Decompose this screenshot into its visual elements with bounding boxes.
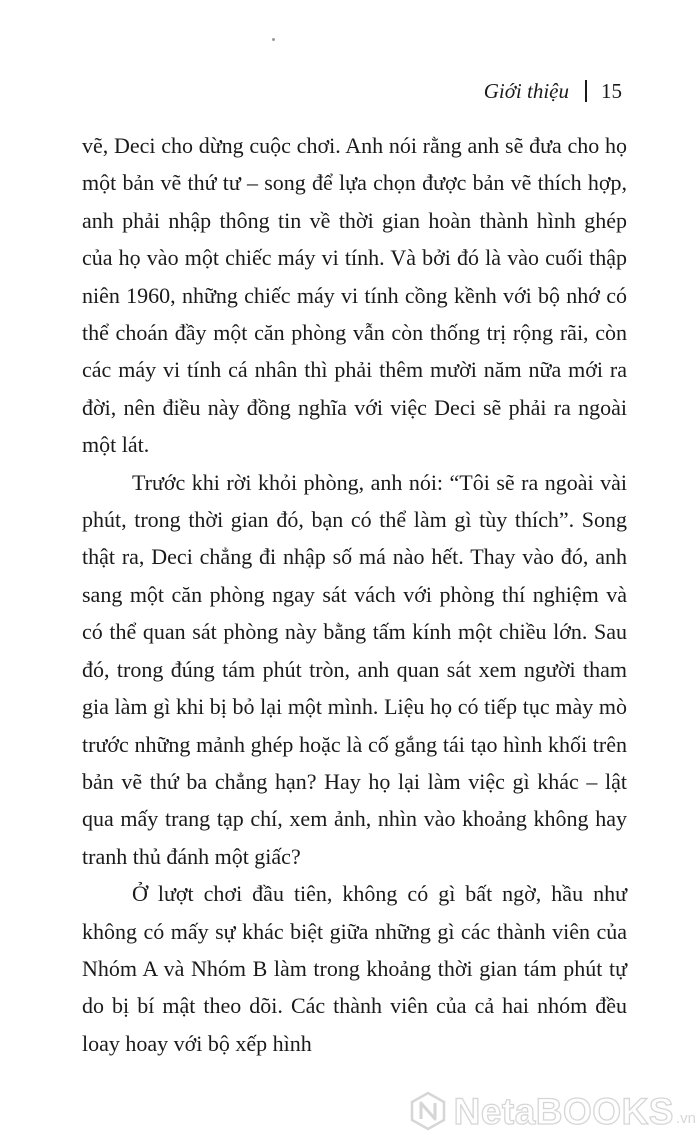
- watermark-brand: NetaBOOKS: [453, 1090, 674, 1132]
- print-speck: [272, 38, 275, 41]
- paragraph-continued: vẽ, Deci cho dừng cuộc chơi. Anh nói rằng anh sẽ đưa cho họ một bản vẽ thứ tư – song để lựa chọn được bản vẽ thích hợp, anh phải nhập thông tin về thời gian hoàn thành hình ghép của họ vào một chiếc máy vi tính. Và bởi đó là vào cuối thập niên 1960, những chiếc máy vi tính cồng kềnh với bộ nhớ có thể choán đầy một căn phòng vẫn còn thống trị rộng rãi, còn các máy vi tính cá nhân thì phải thêm mười năm nữa mới ra đời, nên điều này đồng nghĩa với việc Deci sẽ phải ra ngoài một lát.: [82, 133, 627, 458]
- running-header: [484, 76, 622, 106]
- page-number: 15: [601, 78, 622, 103]
- chapter-title: Giới thiệu: [483, 78, 569, 103]
- watermark-suffix: .vn: [675, 1110, 696, 1127]
- paragraph: Trước khi rời khỏi phòng, anh nói: “Tôi sẽ ra ngoài vài phút, trong thời gian đó, bạn có thể làm gì tùy thích”. Song thật ra, Deci chẳng đi nhập số má nào hết. Thay vào đó, anh sang một căn phòng ngay sát vách với phòng thí nghiệm và có thể quan sát phòng này bằng tấm kính một chiều lớn. Sau đó, trong đúng tám phút tròn, anh quan sát xem người tham gia làm gì khi bị bỏ lại một mình. Liệu họ có tiếp tục mày mò trước những mảnh ghép hoặc là cố gắng tái tạo hình khối trên bản vẽ thứ ba chẳng hạn? Hay họ lại làm việc gì khác – lật qua mấy trang tạp chí, xem ảnh, nhìn vào khoảng không hay tranh thủ đánh một giấc?: [82, 469, 627, 869]
- body-text: [82, 127, 627, 1062]
- header-divider: [585, 80, 587, 102]
- netabooks-logo-icon: [408, 1091, 448, 1131]
- watermark: [408, 1086, 696, 1136]
- paragraph: Ở lượt chơi đầu tiên, không có gì bất ngờ, hầu như không có mấy sự khác biệt giữa những gì các thành viên của Nhóm A và Nhóm B làm trong khoảng thời gian tám phút tự do bị bí mật theo dõi. Các thành viên của cả hai nhóm đều loay hoay với bộ xếp hình: [82, 881, 627, 1056]
